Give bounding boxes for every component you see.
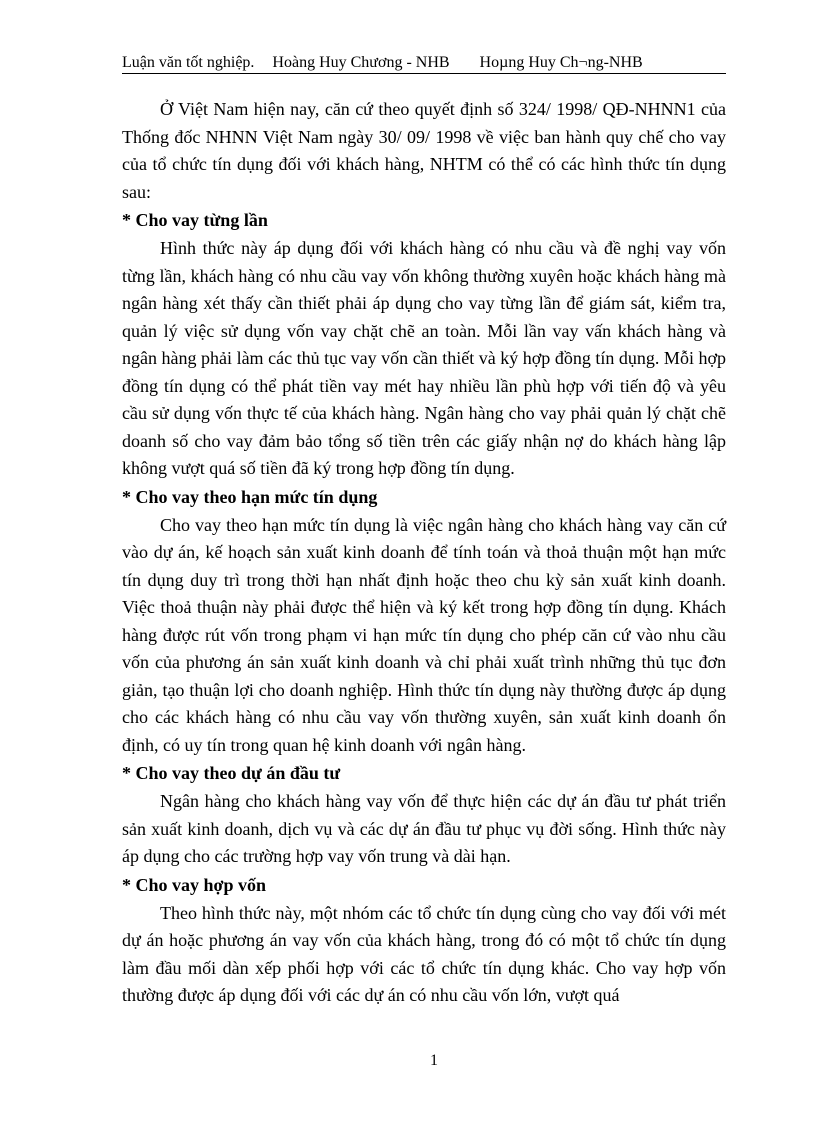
page-number: 1	[430, 1052, 438, 1069]
header-title: Luận văn tốt nghiệp.	[122, 54, 255, 71]
intro-paragraph: Ở Việt Nam hiện nay, căn cứ theo quyết định số 324/ 1998/ QĐ-NHNN1 của Thống đốc NHNN Việt Nam ngày 30/ 09/ 1998 về việc ban hành quy chế cho vay của tổ chức tín dụng đối với khách hàng, NHTM có thể có các hình thức tín dụng sau:	[122, 99, 726, 202]
running-header	[122, 52, 726, 74]
section-paragraph-single-loan: Hình thức này áp dụng đối với khách hàng có nhu cầu và đề nghị vay vốn từng lần, khách hàng có nhu cầu vay vốn không thường xuyên hoặc khách hàng mà ngân hàng xét thấy cần thiết phải áp dụng cho vay từng lần để giám sát, kiểm tra, quản lý việc sử dụng vốn vay chặt chẽ an toàn. Mỗi lần vay vấn khách hàng và ngân hàng phải làm các thủ tục vay vốn cần thiết và ký hợp đồng tín dụng. Mỗi hợp đồng tín dụng có thể phát tiền vay mét hay nhiều lần phù hợp với tiến độ và yêu cầu sử dụng vốn thực tế của khách hàng. Ngân hàng cho vay phải quản lý chặt chẽ doanh số cho vay đảm bảo tổng số tiền trên các giấy nhận nợ do khách hàng lập không vượt quá số tiền đã ký trong hợp đồng tín dụng.	[122, 238, 726, 478]
document-body	[122, 96, 726, 1010]
section-heading-single-loan: * Cho vay từng lần	[122, 210, 268, 230]
section-paragraph-syndicated-loan: Theo hình thức này, một nhóm các tổ chức tín dụng cùng cho vay đối với mét dự án hoặc phương án vay vốn của khách hàng, trong đó có một tổ chức tín dụng làm đầu mối dàn xếp phối hợp với các tổ chức tín dụng khác. Cho vay hợp vốn thường được áp dụng đối với các dự án có nhu cầu vốn lớn, vượt quá	[122, 902, 726, 1005]
section-heading-credit-line: * Cho vay theo hạn mức tín dụng	[122, 486, 378, 507]
section-paragraph-credit-line: Cho vay theo hạn mức tín dụng là việc ngân hàng cho khách hàng vay căn cứ vào dự án, kế hoạch sản xuất kinh doanh để tính toán và thoả thuận một hạn mức tín dụng duy trì trong thời hạn nhất định hoặc theo chu kỳ sản xuất kinh doanh. Việc thoả thuận này phải được thể hiện và ký kết trong hợp đồng tín dụng. Khách hàng được rút vốn trong phạm vi hạn mức tín dụng cho phép căn cứ vào nhu cầu vốn của phương án sản xuất kinh doanh và chỉ phải xuất trình những thủ tục đơn giản, tạo thuận lợi cho doanh nghiệp. Hình thức tín dụng này thường được áp dụng cho các khách hàng có nhu cầu vay vốn thường xuyên, sản xuất kinh doanh ổn định, có uy tín trong quan hệ kinh doanh với ngân hàng.	[122, 514, 726, 755]
section-heading-syndicated-loan: * Cho vay hợp vốn	[122, 874, 267, 895]
header-author-garbled: Hoµng Huy Ch¬ng-NHB	[479, 54, 643, 71]
header-divider	[122, 73, 726, 74]
header-author: Hoàng Huy Chương - NHB	[272, 54, 450, 71]
section-paragraph-project-loan: Ngân hàng cho khách hàng vay vốn để thực hiện các dự án đầu tư phát triển sản xuất kinh doanh, dịch vụ và các dự án đầu tư phục vụ đời sống. Hình thức này áp dụng cho các trường hợp vay vốn trung và dài hạn.	[122, 791, 726, 866]
section-heading-project-loan: * Cho vay theo dự án đầu tư	[122, 763, 341, 783]
